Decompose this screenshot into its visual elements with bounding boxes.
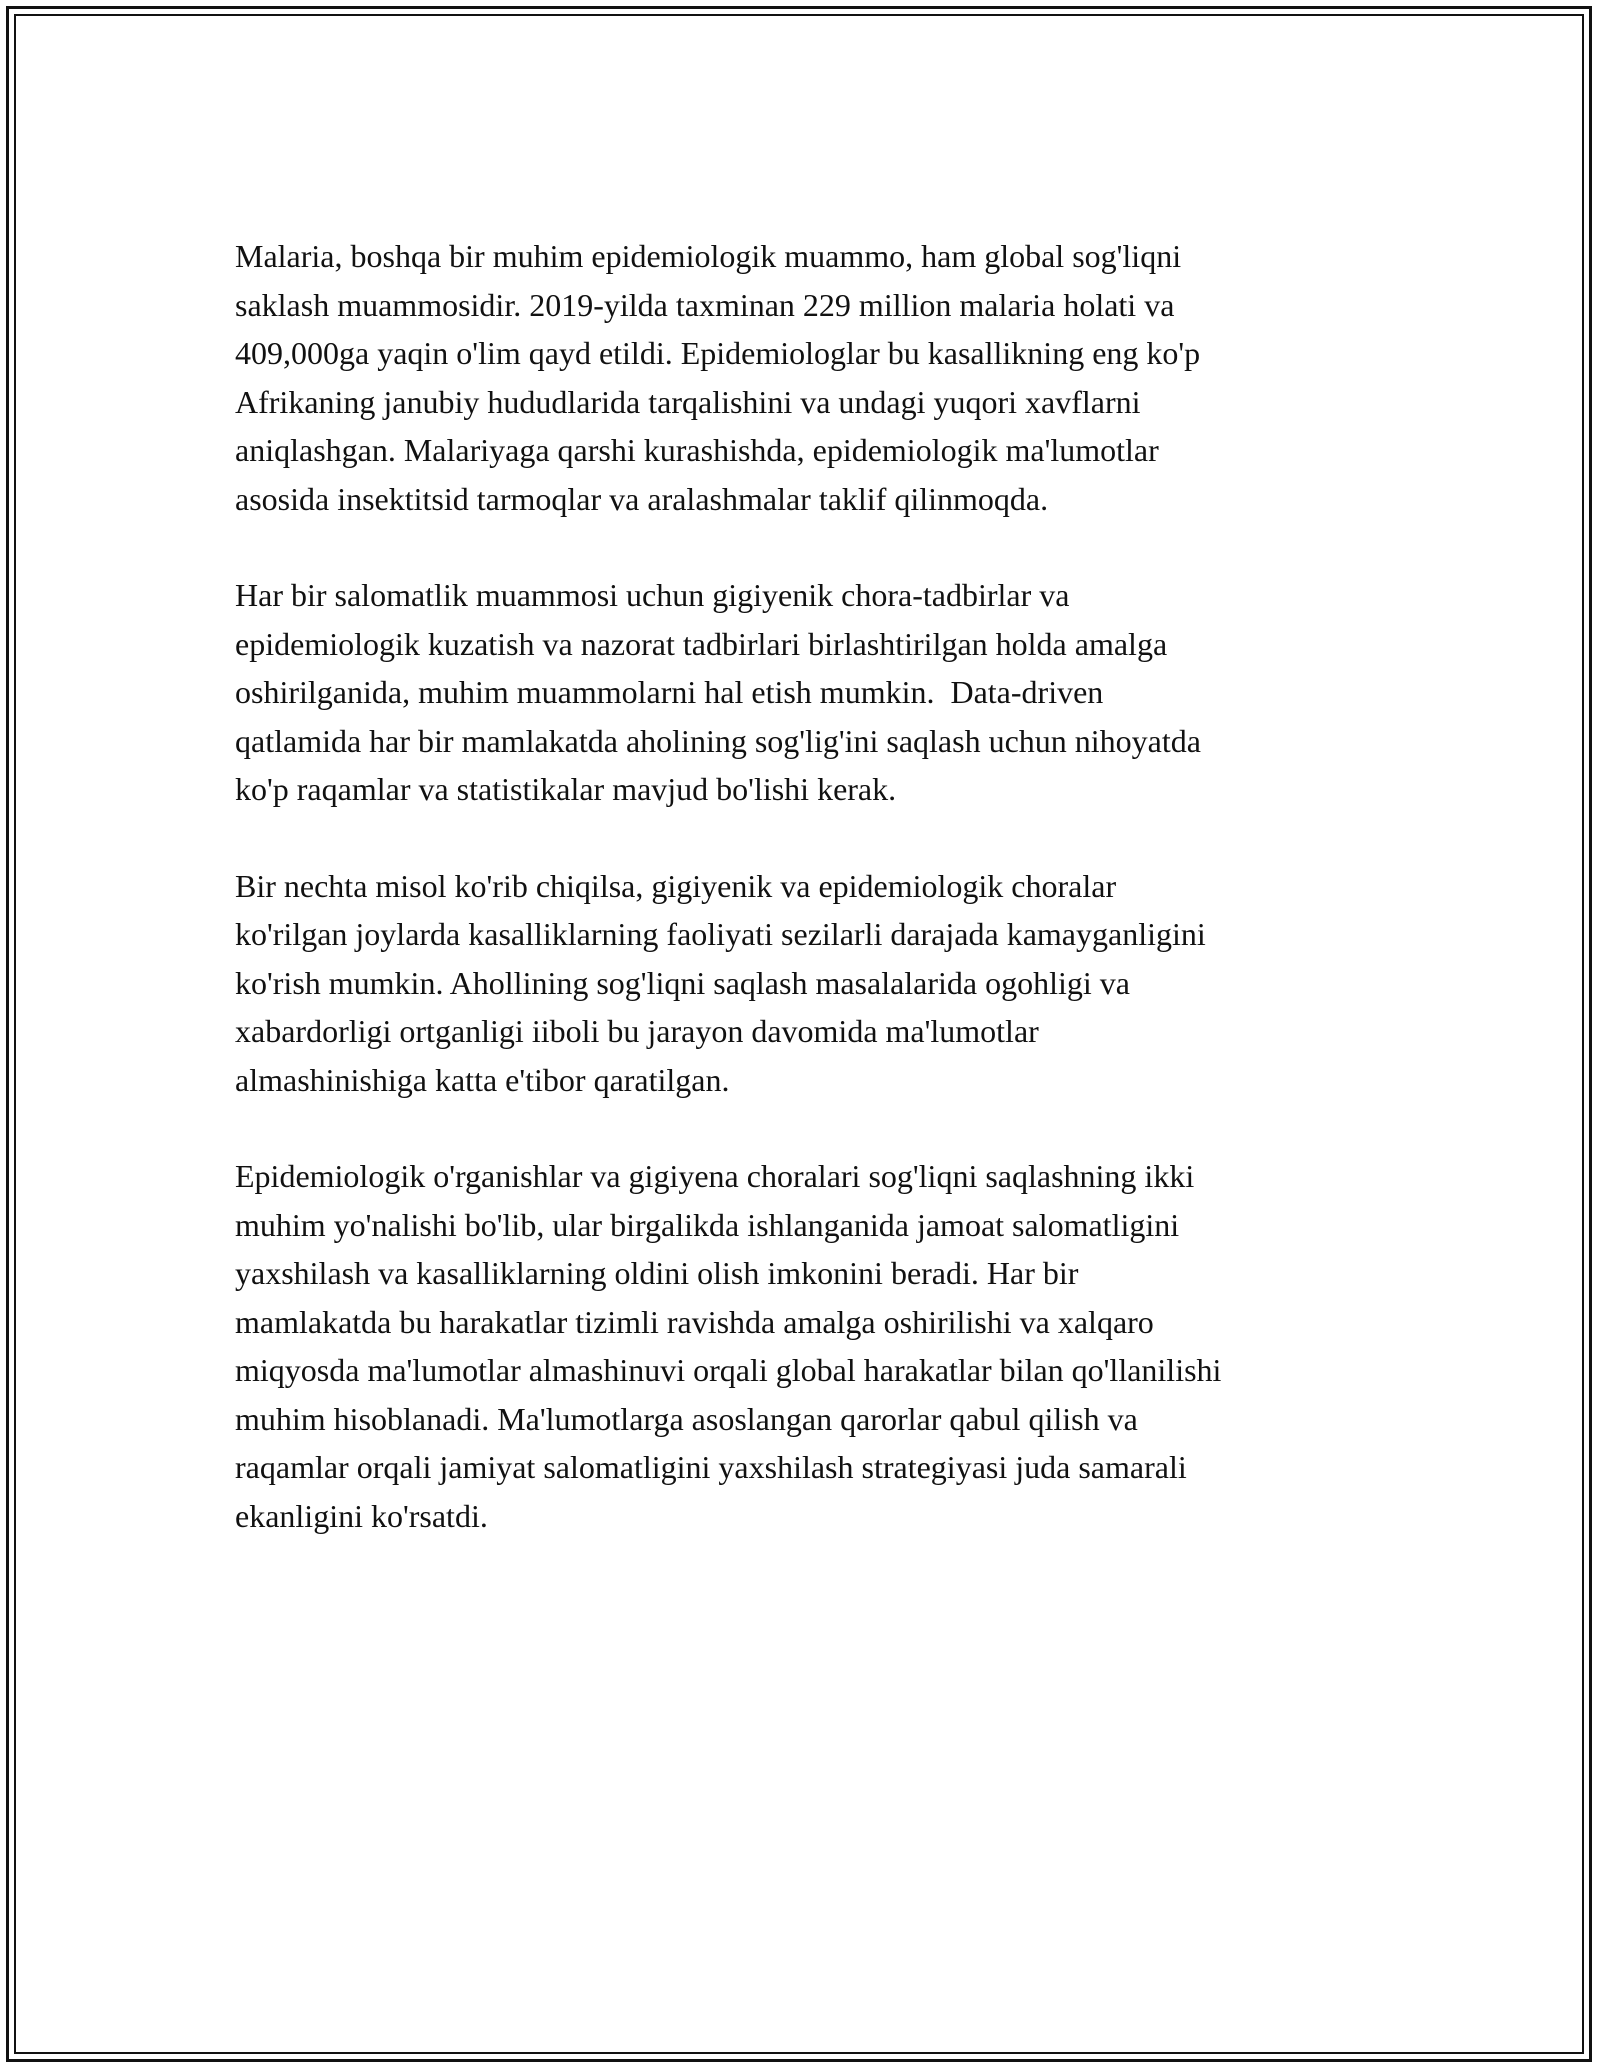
- text-line: mamlakatda bu harakatlar tizimli ravishda amalga oshirilishi va xalqaro: [235, 1303, 1154, 1340]
- text-line: asosida insektitsid tarmoqlar va aralashmalar taklif qilinmoqda.: [235, 480, 1049, 517]
- text-line: ko'rilgan joylarda kasalliklarning faoliyati sezilarli darajada kamayganligini: [235, 916, 1206, 952]
- text-line: Afrikaning janubiy hududlarida tarqalishini va undagi yuqori xavflarni: [235, 383, 1141, 420]
- text-line: qatlamida har bir mamlakatda aholining sog'lig'ini saqlash uchun nihoyatda: [235, 722, 1201, 759]
- text-line: ko'rish mumkin. Ahollining sog'liqni saqlash masalalarida ogohligi va: [235, 964, 1130, 1001]
- paragraph-examples: [235, 862, 1375, 1105]
- text-line: Malaria, boshqa bir muhim epidemiologik muammo, ham global sog'liqni: [235, 238, 1182, 274]
- text-line: almashinishiga katta e'tibor qaratilgan.: [235, 1061, 730, 1098]
- text-line: oshirilganida, muhim muammolarni hal etish mumkin. Data-driven: [235, 674, 1104, 710]
- text-line: raqamlar orqali jamiyat salomatligini yaxshilash strategiyasi juda samarali: [235, 1449, 1187, 1485]
- text-line: Epidemiologik o'rganishlar va gigiyena choralari sog'liqni saqlashning ikki: [235, 1158, 1195, 1194]
- text-line: 409,000ga yaqin o'lim qayd etildi. Epidemiologlar bu kasallikning eng ko'p: [235, 335, 1201, 371]
- text-line: Har bir salomatlik muammosi uchun gigiyenik chora-tadbirlar va: [235, 577, 1070, 613]
- text-line: saklash muammosidir. 2019-yilda taxminan 229 million malaria holati va: [235, 286, 1175, 323]
- paragraph-malaria: [235, 232, 1375, 523]
- document-body: [235, 232, 1375, 1588]
- text-line: muhim yo'nalishi bo'lib, ular birgalikda ishlanganida jamoat salomatligini: [235, 1206, 1180, 1243]
- text-line: aniqlashgan. Malariyaga qarshi kurashishda, epidemiologik ma'lumotlar: [235, 432, 1159, 468]
- text-line: Bir nechta misol ko'rib chiqilsa, gigiyenik va epidemiologik choralar: [235, 867, 1117, 904]
- text-line: yaxshilash va kasalliklarning oldini olish imkonini beradi. Har bir: [235, 1255, 1079, 1291]
- text-line: ko'p raqamlar va statistikalar mavjud bo'lishi kerak.: [235, 771, 897, 807]
- paragraph-conclusion: [235, 1152, 1375, 1540]
- text-line: ekanligini ko'rsatdi.: [235, 1497, 488, 1534]
- text-line: miqyosda ma'lumotlar almashinuvi orqali global harakatlar bilan qo'llanilishi: [235, 1352, 1222, 1388]
- text-line: xabardorligi ortganligi iiboli bu jarayon davomida ma'lumotlar: [235, 1013, 1039, 1049]
- text-line: muhim hisoblanadi. Ma'lumotlarga asoslangan qarorlar qabul qilish va: [235, 1400, 1138, 1437]
- text-line: epidemiologik kuzatish va nazorat tadbirlari birlashtirilgan holda amalga: [235, 625, 1168, 662]
- paragraph-health-measures: [235, 571, 1375, 814]
